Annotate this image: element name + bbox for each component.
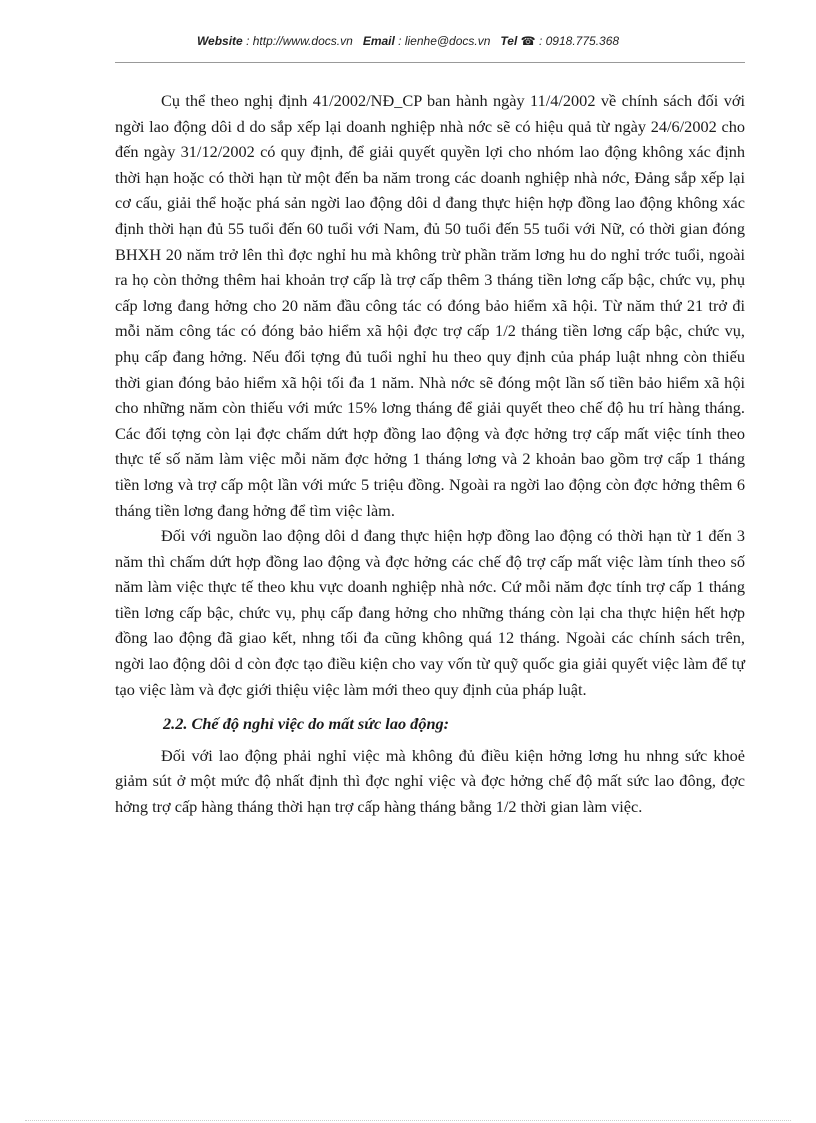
document-body	[115, 88, 745, 820]
paragraph-2: Đối với nguồn lao động dôi d đang thực hiện hợp đồng lao động có thời hạn từ 1 đến 3 năm thì chấm dứt hợp đồng lao động và đợc hởng các chế độ trợ cấp mất việc làm tính theo số năm làm việc thực tế theo khu vực doanh nghiệp nhà nớc. Cứ mỗi năm đợc tính trợ cấp 1 tháng tiền lơng cấp bậc, chức vụ, phụ cấp đang hởng cho những tháng còn lại cha thực hiện hết hợp đồng lao động đã giao kết, nhng tối đa cũng không quá 12 tháng. Ngoài các chính sách trên, ngời lao động dôi d còn đợc tạo điều kiện cho vay vốn từ quỹ quốc gia giải quyết việc làm để tự tạo việc làm và đợc giới thiệu việc làm mới theo quy định của pháp luật.	[115, 526, 745, 699]
header-divider	[115, 62, 745, 63]
tel-value: : 0918.775.368	[538, 34, 620, 48]
page-header	[0, 34, 816, 58]
paragraph-3: Đối với lao động phải nghỉ việc mà không đủ điều kiện hởng lơng hu nhng sức khoẻ giảm sút ở một mức độ nhất định thì đợc nghỉ việc và đợc hởng chế độ mất sức lao đông, đợc hởng trợ cấp hàng tháng thời hạn trợ cấp hàng tháng bằng 1/2 thời gian làm việc.	[115, 745, 745, 817]
website-label: Website	[196, 34, 243, 48]
website-link[interactable]: : http://www.docs.vn	[246, 34, 353, 48]
footer-divider	[25, 1120, 791, 1121]
section-heading: 2.2. Chế độ nghỉ việc do mất sức lao động:	[163, 714, 450, 734]
email-label: Email	[362, 34, 395, 48]
email-link[interactable]: : lienhe@docs.vn	[398, 34, 491, 48]
phone-icon: ☎	[520, 34, 536, 48]
tel-label: Tel	[500, 34, 518, 48]
paragraph-1: Cụ thể theo nghị định 41/2002/NĐ_CP ban hành ngày 11/4/2002 về chính sách đối với ngời lao động dôi d do sắp xếp lại doanh nghiệp nhà nớc sẽ có hiệu quả từ ngày 24/6/2002 cho đến ngày 31/12/2002 có quy định, để giải quyết quyền lợi cho nhóm lao động không xác định thời hạn hoặc có thời hạn từ một đến ba năm trong các doanh nghiệp nhà nớc, Đảng sắp xếp lại cơ cấu, giải thể hoặc phá sản ngời lao động dôi d đang thực hiện hợp đồng lao động không xác định thời hạn đủ 55 tuổi đến 60 tuổi với Nam, đủ 50 tuổi đến 55 tuổi với Nữ, có thời gian đóng BHXH 20 năm trở lên thì đợc nghỉ hu mà không trừ phần trăm lơng hu do nghỉ trớc tuổi, ngoài ra họ còn thởng thêm hai khoản trợ cấp là trợ cấp thêm 3 tháng tiền lơng cấp bậc, chức vụ, phụ cấp lơng đang hởng cho 20 năm đầu công tác có đóng bảo hiểm xã hội. Từ năm thứ 21 trở đi mỗi năm công tác có đóng bảo hiểm xã hội đợc trợ cấp 1/2 tháng tiền lơng cấp bậc, chức vụ, phụ cấp đang hởng. Nếu đối tợng đủ tuổi nghỉ hu theo quy định của pháp luật nhng còn thiếu thời gian đóng bảo hiểm xã hội tối đa 1 năm. Nhà nớc sẽ đóng một lần số tiền bảo hiểm xã hội cho những năm còn thiếu với mức 15% lơng tháng để giải quyết theo chế độ hu trí hàng tháng. Các đối tợng còn lại đợc chấm dứt hợp đồng lao động và đợc hởng trợ cấp mất việc tính theo thực tế số năm làm việc mỗi năm đợc hởng 1 tháng lơng và 2 khoản bao gồm trợ cấp 1 tháng tiền lơng và trợ cấp một lần với mức 5 triệu đồng. Ngoài ra ngời lao động còn đợc hởng thêm 6 tháng tiền lơng đang hởng để tìm việc làm.	[115, 91, 745, 520]
